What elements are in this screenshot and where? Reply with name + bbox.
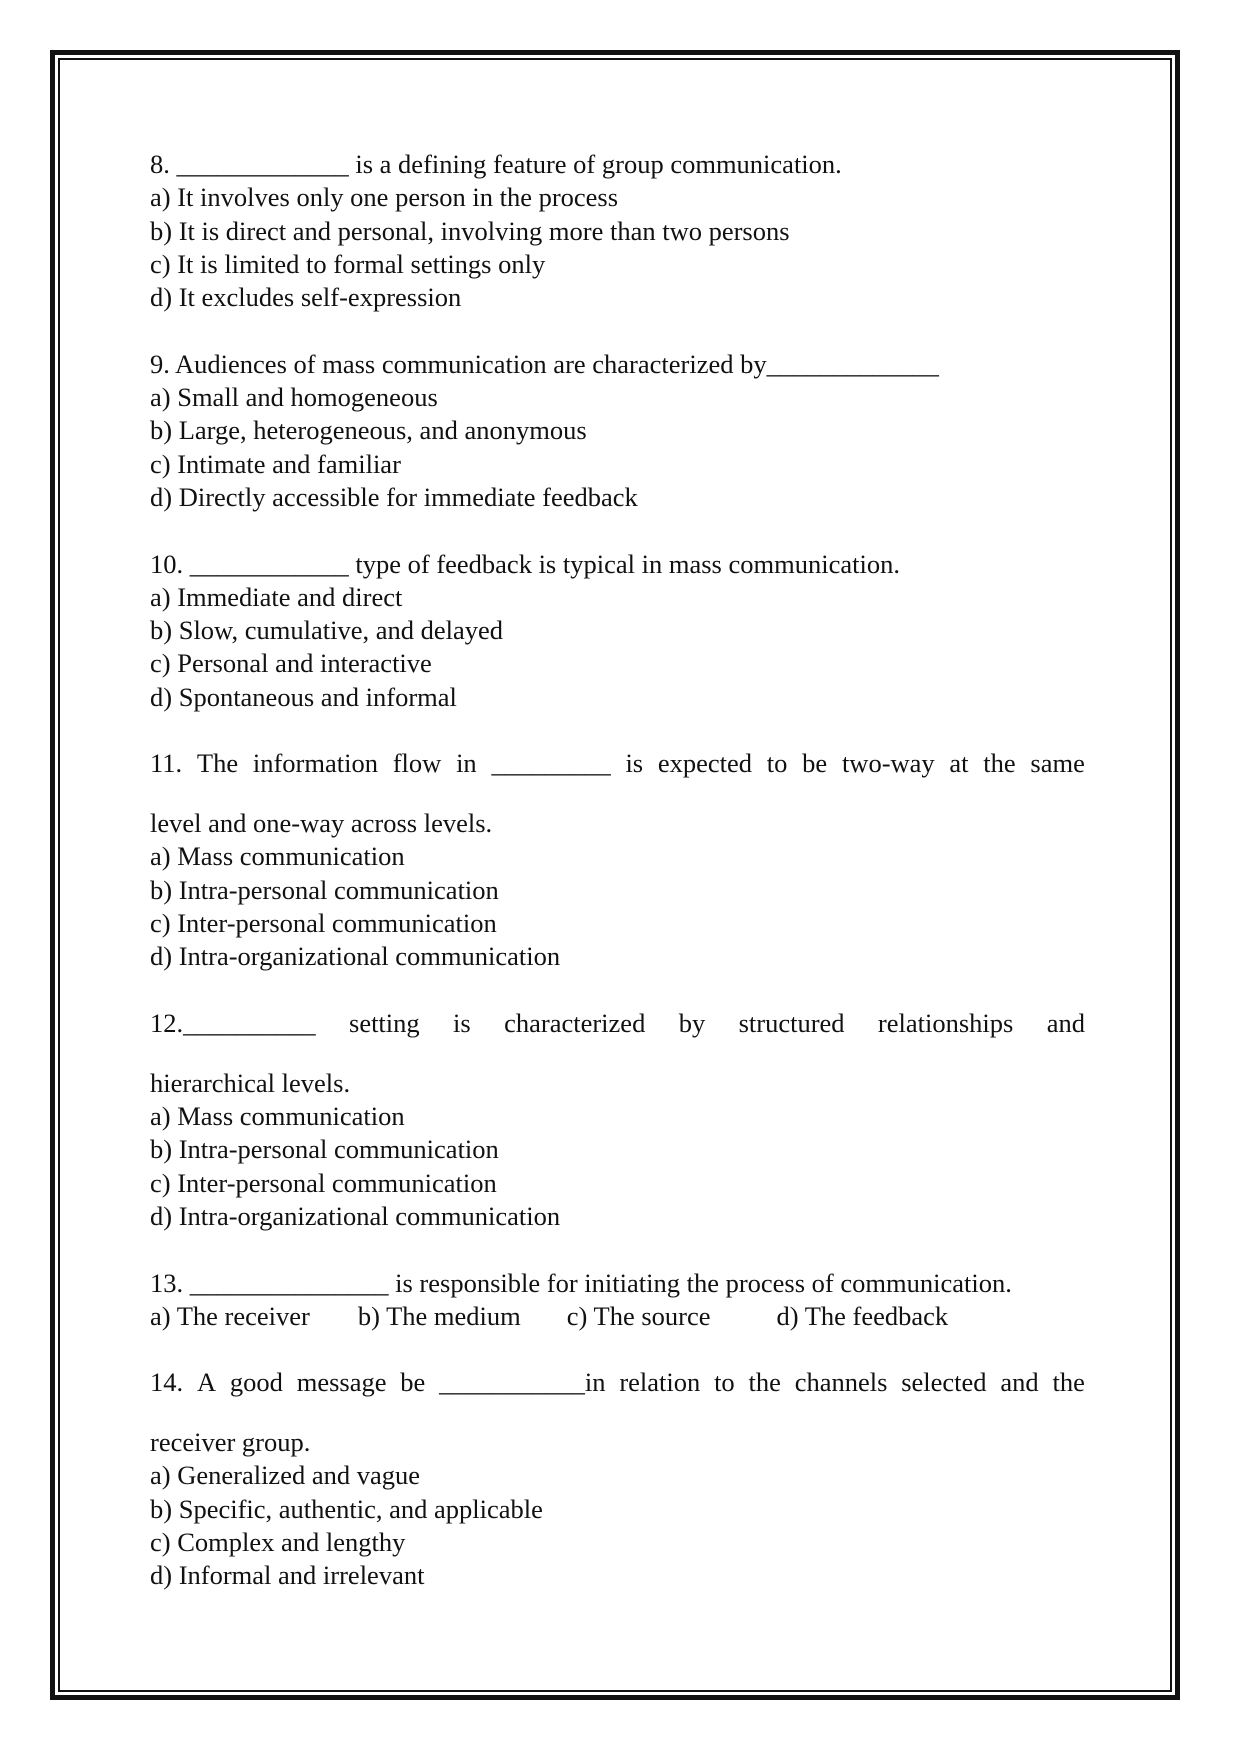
question-8 xyxy=(150,148,1085,314)
question-14-stem-line2: receiver group. xyxy=(150,1427,311,1458)
question-14-option-d: d) Informal and irrelevant xyxy=(150,1560,425,1591)
question-12-option-c: c) Inter-personal communication xyxy=(150,1167,497,1198)
question-12-stem-word-7: and xyxy=(1046,1007,1085,1038)
question-10 xyxy=(150,548,1085,714)
question-14-stem-word-2: good xyxy=(229,1367,283,1398)
question-11-stem-word-10: two-way xyxy=(841,748,935,779)
question-11-option-b: b) Intra-personal communication xyxy=(150,874,499,905)
question-12-stem-word-6: relationships xyxy=(877,1007,1014,1038)
question-list xyxy=(150,148,1085,1626)
question-14-stem-word-10: selected xyxy=(901,1367,987,1398)
question-11-stem-word-3: flow xyxy=(392,748,442,779)
question-14-option-b: b) Specific, authentic, and applicable xyxy=(150,1493,543,1524)
question-14-stem-word-6: relation xyxy=(619,1367,701,1398)
question-11-stem-word-4: in xyxy=(456,748,477,779)
question-8-option-b: b) It is direct and personal, involving more than two persons xyxy=(150,215,790,246)
question-11-stem-word-0: 11. xyxy=(150,748,183,779)
question-13-options-row xyxy=(150,1300,1085,1333)
question-12-stem-word-0: 12.__________ xyxy=(150,1007,316,1038)
question-14-stem-word-11: and xyxy=(1000,1367,1039,1398)
question-10-option-c: c) Personal and interactive xyxy=(150,648,432,679)
question-10-option-d: d) Spontaneous and informal xyxy=(150,681,457,712)
question-13-option-a: a) The receiver xyxy=(150,1300,310,1331)
question-12-stem-word-4: by xyxy=(678,1007,706,1038)
question-12-stem-word-5: structured xyxy=(738,1007,845,1038)
question-14-stem-word-8: the xyxy=(748,1367,781,1398)
question-9 xyxy=(150,348,1085,514)
question-12 xyxy=(150,1007,1085,1233)
question-14-stem-word-9: channels xyxy=(794,1367,888,1398)
question-14-stem-word-12: the xyxy=(1052,1367,1085,1398)
question-10-option-b: b) Slow, cumulative, and delayed xyxy=(150,615,503,646)
question-14-option-a: a) Generalized and vague xyxy=(150,1460,420,1491)
question-12-stem-line2: hierarchical levels. xyxy=(150,1067,351,1098)
question-9-option-d: d) Directly accessible for immediate feedback xyxy=(150,481,638,512)
question-11-option-a: a) Mass communication xyxy=(150,841,405,872)
question-11-option-d: d) Intra-organizational communication xyxy=(150,941,561,972)
question-11-stem-word-13: same xyxy=(1030,748,1085,779)
question-11-stem-word-2: information xyxy=(252,748,378,779)
question-12-option-d: d) Intra-organizational communication xyxy=(150,1200,561,1231)
question-10-option-a: a) Immediate and direct xyxy=(150,581,403,612)
question-12-stem-word-3: characterized xyxy=(504,1007,646,1038)
question-8-option-a: a) It involves only one person in the process xyxy=(150,182,619,213)
question-11-stem-word-5: _________ xyxy=(491,748,611,779)
question-14-stem-word-0: 14. xyxy=(150,1367,184,1398)
question-13-option-c: c) The source xyxy=(566,1300,711,1331)
question-8-option-c: c) It is limited to formal settings only xyxy=(150,248,546,279)
question-9-option-a: a) Small and homogeneous xyxy=(150,382,438,413)
question-13 xyxy=(150,1267,1085,1334)
question-9-option-b: b) Large, heterogeneous, and anonymous xyxy=(150,415,587,446)
question-9-option-c: c) Intimate and familiar xyxy=(150,448,401,479)
question-14-stem-word-3: message xyxy=(296,1367,387,1398)
question-13-option-b: b) The medium xyxy=(357,1300,521,1331)
question-14-stem-word-4: be xyxy=(400,1367,426,1398)
question-10-stem: 10. ____________ type of feedback is typical in mass communication. xyxy=(150,548,900,579)
question-14 xyxy=(150,1366,1085,1592)
question-11 xyxy=(150,747,1085,973)
question-11-stem-line2: level and one-way across levels. xyxy=(150,808,493,839)
question-11-stem-word-8: to xyxy=(766,748,788,779)
question-13-stem: 13. _______________ is responsible for initiating the process of communication. xyxy=(150,1267,1012,1298)
question-14-option-c: c) Complex and lengthy xyxy=(150,1527,406,1558)
question-11-stem-word-1: The xyxy=(196,748,239,779)
question-14-stem-word-1: A xyxy=(196,1367,217,1398)
question-12-option-a: a) Mass communication xyxy=(150,1101,405,1132)
question-12-option-b: b) Intra-personal communication xyxy=(150,1134,499,1165)
question-14-stem-word-5: ___________in xyxy=(439,1367,606,1398)
question-13-option-d: d) The feedback xyxy=(776,1300,949,1331)
question-12-stem-word-1: setting xyxy=(349,1007,420,1038)
question-11-stem-line1 xyxy=(150,747,1085,780)
question-12-stem-line1 xyxy=(150,1007,1085,1040)
question-11-option-c: c) Inter-personal communication xyxy=(150,908,497,939)
question-11-stem-word-7: expected xyxy=(657,748,753,779)
question-11-stem-word-11: at xyxy=(949,748,969,779)
question-14-stem-word-7: to xyxy=(714,1367,735,1398)
question-9-stem: 9. Audiences of mass communication are characterized by_____________ xyxy=(150,348,939,379)
question-11-stem-word-6: is xyxy=(625,748,644,779)
question-8-option-d: d) It excludes self-expression xyxy=(150,282,462,313)
question-11-stem-word-12: the xyxy=(983,748,1016,779)
question-12-stem-word-2: is xyxy=(453,1007,471,1038)
question-8-stem: 8. _____________ is a defining feature of group communication. xyxy=(150,149,842,179)
question-14-stem-line1 xyxy=(150,1366,1085,1399)
question-11-stem-word-9: be xyxy=(802,748,828,779)
